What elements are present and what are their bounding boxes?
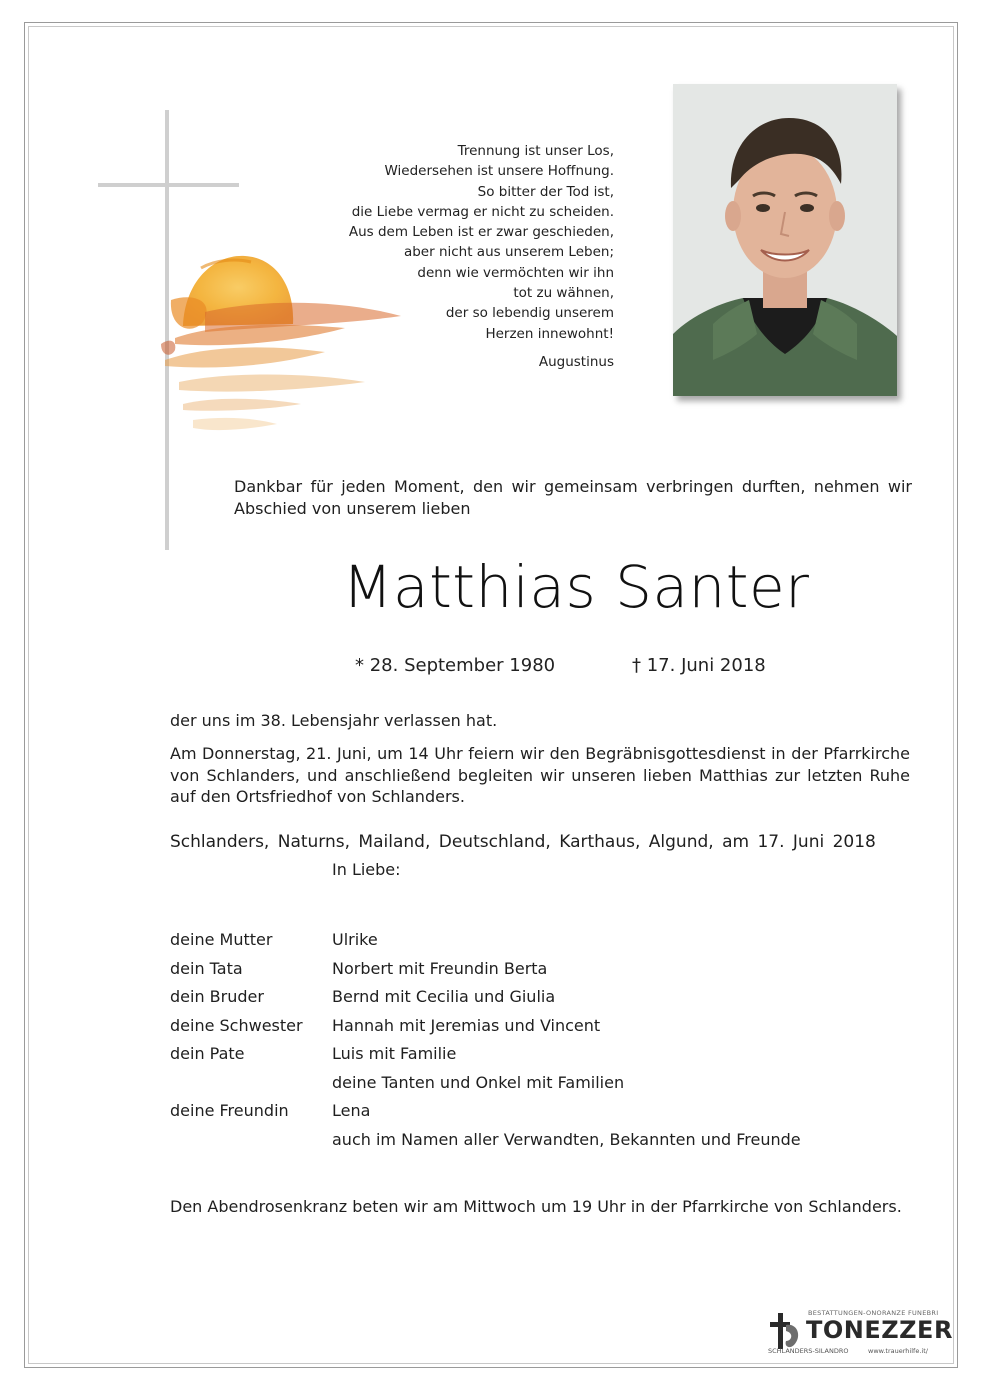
poem-line: So bitter der Tod ist, — [477, 183, 614, 200]
family-relation: deine Schwester — [170, 1015, 303, 1035]
family-names: Hannah mit Jeremias und Vincent — [332, 1015, 601, 1035]
family-row — [170, 1044, 910, 1073]
portrait-photo — [673, 84, 897, 396]
family-relation: deine Mutter — [170, 930, 273, 949]
family-names: Ulrike — [332, 930, 378, 949]
logo-brand: TONEZZER — [806, 1316, 953, 1344]
funeral-home-logo — [768, 1309, 953, 1359]
family-names: auch im Namen aller Verwandten, Bekannten und Freunde — [332, 1129, 801, 1149]
deceased-name: Matthias Santer — [342, 553, 810, 621]
family-names: deine Tanten und Onkel mit Familien — [332, 1072, 625, 1092]
family-relation: deine Freundin — [170, 1101, 289, 1120]
places-text: Schlanders, Naturns, Mailand, Deutschland, Karthaus, Algund, am 17. Juni 2018 — [170, 832, 876, 852]
family-names: Lena — [332, 1101, 371, 1120]
family-row — [170, 930, 910, 959]
family-relation: dein Bruder — [170, 987, 264, 1006]
logo-place: SCHLANDERS-SILANDRO — [768, 1347, 849, 1355]
family-relation: dein Pate — [170, 1044, 245, 1063]
birth-date: * 28. September 1980 — [355, 655, 556, 676]
intro-text: Dankbar für jeden Moment, den wir gemeinsam verbringen durften, nehmen wir Abschied von unserem lieben — [234, 477, 912, 518]
family-names: Bernd mit Cecilia und Giulia — [332, 987, 556, 1006]
family-relation: dein Tata — [170, 958, 243, 978]
family-list — [170, 930, 910, 1158]
death-date: † 17. Juni 2018 — [632, 655, 766, 676]
family-row — [170, 1101, 910, 1130]
family-row — [170, 987, 910, 1016]
poem-line: tot zu wähnen, — [513, 285, 614, 302]
funeral-text: Am Donnerstag, 21. Juni, um 14 Uhr feiern wir den Begräbnisgottesdienst in der Pfarrkirche von Schlanders, und anschließend begleiten wir unseren lieben Matthias zur letzten Ruhe auf den Ortsfriedhof von Schlanders. — [170, 744, 910, 806]
poem-line: Wiedersehen ist unsere Hoffnung. — [384, 163, 614, 180]
poem-author: Augustinus — [538, 353, 614, 370]
poem-line: der so lebendig unserem — [445, 305, 614, 322]
poem-line: die Liebe vermag er nicht zu scheiden. — [351, 203, 614, 220]
family-row — [170, 959, 910, 988]
poem-line: Herzen innewohnt! — [485, 325, 614, 342]
rosary-notice: Den Abendrosenkranz beten wir am Mittwoch um 19 Uhr in der Pfarrkirche von Schlanders. — [170, 1197, 902, 1216]
family-names: Luis mit Familie — [332, 1044, 457, 1063]
poem-line: Aus dem Leben ist er zwar geschieden, — [348, 224, 614, 241]
family-row — [170, 1073, 910, 1102]
age-text: der uns im 38. Lebensjahr verlassen hat. — [170, 711, 498, 730]
family-names: Norbert mit Freundin Berta — [332, 958, 548, 978]
poem-line: Trennung ist unser Los, — [457, 143, 614, 159]
cross-horizontal-bar — [98, 183, 239, 187]
poem-line: aber nicht aus unserem Leben; — [403, 244, 614, 261]
memorial-poem — [330, 141, 614, 372]
poem-line: denn wie vermöchten wir ihn — [417, 264, 614, 281]
in-liebe-label: In Liebe: — [332, 860, 401, 879]
family-row — [170, 1130, 910, 1159]
logo-url: www.trauerhilfe.it/ — [868, 1347, 928, 1355]
logo-services: BESTATTUNGEN-ONORANZE FUNEBRI — [808, 1309, 939, 1317]
family-row — [170, 1016, 910, 1045]
